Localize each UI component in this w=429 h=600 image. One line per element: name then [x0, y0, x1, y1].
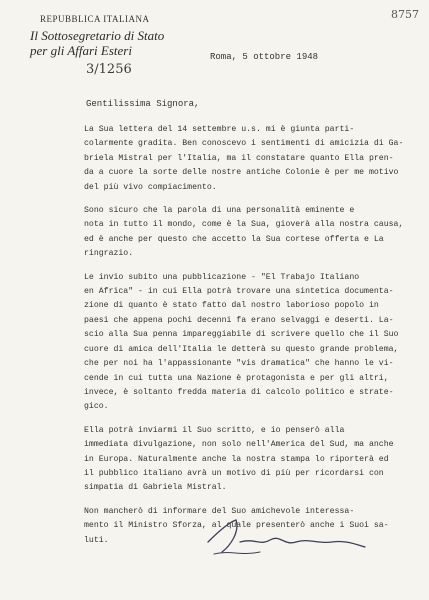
body-line: che per noi ha l'appassionante "vis dramatica" che hanno le vi-	[84, 359, 394, 369]
body-line: scio alla Sua penna impareggiabile di scrivere quello che il Suo	[84, 330, 399, 340]
body-line: mento il Ministro Sforza, al quale presenterò anche i Suoi sa-	[84, 521, 389, 531]
body-line: luti.	[84, 535, 109, 545]
body-line: cende in cui tutta una Nazione è protagonista e per gli altri,	[84, 373, 389, 383]
letter-body	[84, 123, 414, 557]
paragraph	[84, 123, 414, 195]
letter-date: Roma, 5 ottobre 1948	[210, 52, 319, 62]
body-line: Lа Sua lettera del 14 settembre u.s. mi è giunta parti-	[84, 125, 355, 134]
body-line: Le invio subito una pubblicazione - "El Trabajo Italiano	[84, 272, 360, 282]
body-line: immediata divulgazione, non solo nell'America del Sud, ma anche	[84, 440, 394, 450]
body-line: simpatia di Gabriela Mistral.	[84, 483, 227, 493]
handwritten-signature	[200, 512, 370, 562]
protocol-number: 3/1256	[86, 62, 132, 77]
letterhead-office-line2: per gli Affari Esteri	[30, 43, 132, 58]
body-line: ed è anche per questo che accetto la Sua cortese offerta e La	[84, 234, 384, 244]
body-line: colarmente gradita. Ben conoscevo i sentimenti di amicizia di Ga-	[84, 139, 404, 149]
body-line: ringrazio.	[84, 249, 134, 259]
body-line: nota in tutto il mondo, come è la Sua, gioverà alla nostra causa,	[84, 220, 404, 230]
body-line: invece, è soltanto fredda materia di calcolo politico e strate-	[84, 387, 394, 397]
body-line: zione di quanto è stato fatto dal nostro laborioso popolo in	[84, 301, 379, 311]
body-line: Sono sicuro che la parola di una personalità eminente e	[84, 206, 355, 216]
body-line: Non mancherò di informare del Suo amichevole interessa-	[84, 506, 355, 516]
body-line: paesi che appena pochi decenni fa erano selvaggi e deserti. La-	[84, 315, 394, 325]
body-line: da a cuore la sorte delle nostre antiche Colonie è per me motivo	[84, 168, 399, 178]
body-line: il pubblico italiano avrà un motivo di più per ricordarsi con	[84, 468, 384, 478]
body-line: cuore di amica dell'Italia le detterà su questo grande problema,	[84, 344, 399, 354]
body-line: en Africa" - in cui Ella potrà trovare una sintetica documenta-	[84, 287, 394, 297]
paragraph	[84, 204, 414, 262]
paragraph	[84, 424, 414, 496]
body-line: briela Mistral per l'Italia, ma il constatare quanto Ella pren-	[84, 153, 394, 163]
body-line: gico.	[84, 402, 109, 412]
body-line: in Europa. Naturalmente anche la nostra stampa lo riporterà ed	[84, 454, 389, 464]
letterhead-republic: REPUBBLICA ITALIANA	[40, 14, 150, 24]
body-line: del più vivo compiacimento.	[84, 182, 217, 192]
salutation: Gentilissima Signora,	[86, 99, 200, 109]
paragraph	[84, 271, 414, 415]
letterhead-office	[30, 28, 190, 58]
letterhead-office-line1: Il Sottosegretario di Stato	[30, 28, 165, 43]
archive-number: 8757	[391, 8, 419, 21]
body-line: Ella potrà inviarmi il Suo scritto, e io penserò alla	[84, 425, 345, 435]
